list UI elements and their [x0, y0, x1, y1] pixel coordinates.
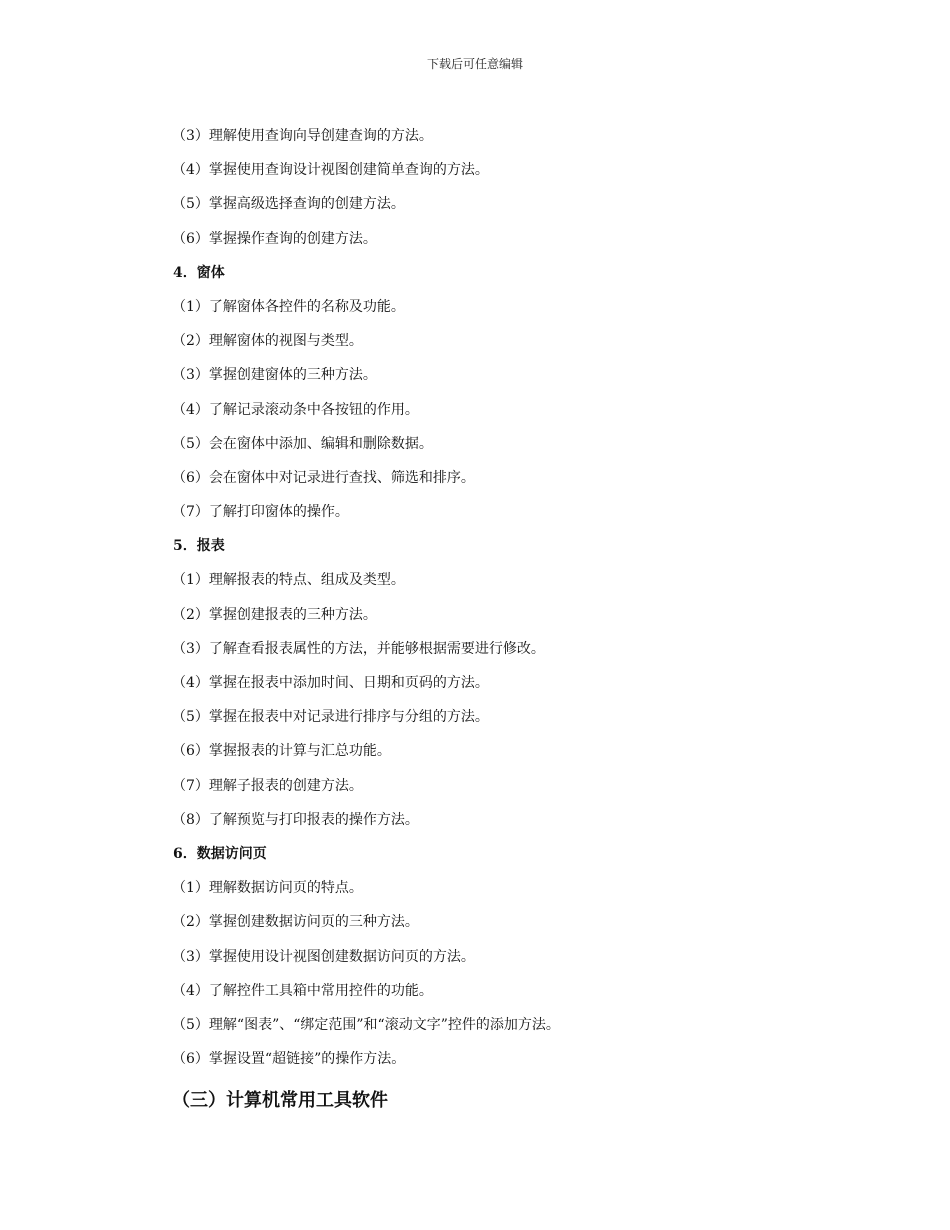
list-item: （3）理解使用查询向导创建查询的方法。: [172, 128, 433, 144]
section-heading-data-access-pages: 6．数据访问页: [173, 845, 267, 862]
list-item: （4）掌握在报表中添加时间、日期和页码的方法。: [172, 675, 489, 691]
list-item: （1）理解数据访问页的特点。: [172, 880, 363, 897]
page-header: 下载后可任意编辑: [426, 57, 523, 71]
query-items-list: [172, 119, 792, 256]
list-item: （6）掌握操作查询的创建方法。: [172, 230, 377, 247]
list-item: （1）了解窗体各控件的名称及功能。: [172, 298, 405, 315]
list-item: （1）理解报表的特点、组成及类型。: [172, 572, 405, 589]
list-item: （4）了解记录滚动条中各按钮的作用。: [172, 401, 419, 418]
list-item: （4）掌握使用查询设计视图创建简单查询的方法。: [172, 162, 489, 179]
list-item: （2）理解窗体的视图与类型。: [172, 333, 363, 350]
list-item: （5）理解“图表”、“绑定范围”和“滚动文字”控件的添加方法。: [172, 1016, 560, 1033]
list-item: （6）掌握设置“超链接”的操作方法。: [172, 1051, 406, 1068]
list-item: （5）掌握高级选择查询的创建方法。: [172, 196, 405, 213]
list-item: （6）掌握报表的计算与汇总功能。: [172, 743, 391, 760]
list-item: （3）掌握创建窗体的三种方法。: [172, 367, 377, 384]
list-item: （7）理解子报表的创建方法。: [172, 777, 363, 794]
section-heading-forms: 4．窗体: [173, 264, 225, 281]
list-item: （8）了解预览与打印报表的操作方法。: [172, 811, 419, 828]
list-item: （7）了解打印窗体的操作。: [172, 504, 349, 521]
list-item: （5）会在窗体中添加、编辑和删除数据。: [172, 435, 433, 452]
list-item: （5）掌握在报表中对记录进行排序与分组的方法。: [172, 709, 489, 726]
part-three-heading: （三）计算机常用工具软件: [172, 1090, 388, 1112]
reports-items-list: [172, 563, 792, 837]
list-item: （6）会在窗体中对记录进行查找、筛选和排序。: [172, 469, 475, 486]
forms-items-list: [172, 290, 792, 529]
section-heading-reports: 5．报表: [173, 538, 225, 555]
list-item: （2）掌握创建报表的三种方法。: [172, 606, 377, 623]
list-item: （3）了解查看报表属性的方法，并能够根据需要进行修改。: [172, 640, 545, 657]
list-item: （3）掌握使用设计视图创建数据访问页的方法。: [172, 948, 475, 965]
list-item: （4）了解控件工具箱中常用控件的功能。: [172, 982, 433, 999]
list-item: （2）掌握创建数据访问页的三种方法。: [172, 914, 419, 931]
document-body: [172, 119, 792, 1118]
data-access-pages-items-list: [172, 871, 792, 1076]
